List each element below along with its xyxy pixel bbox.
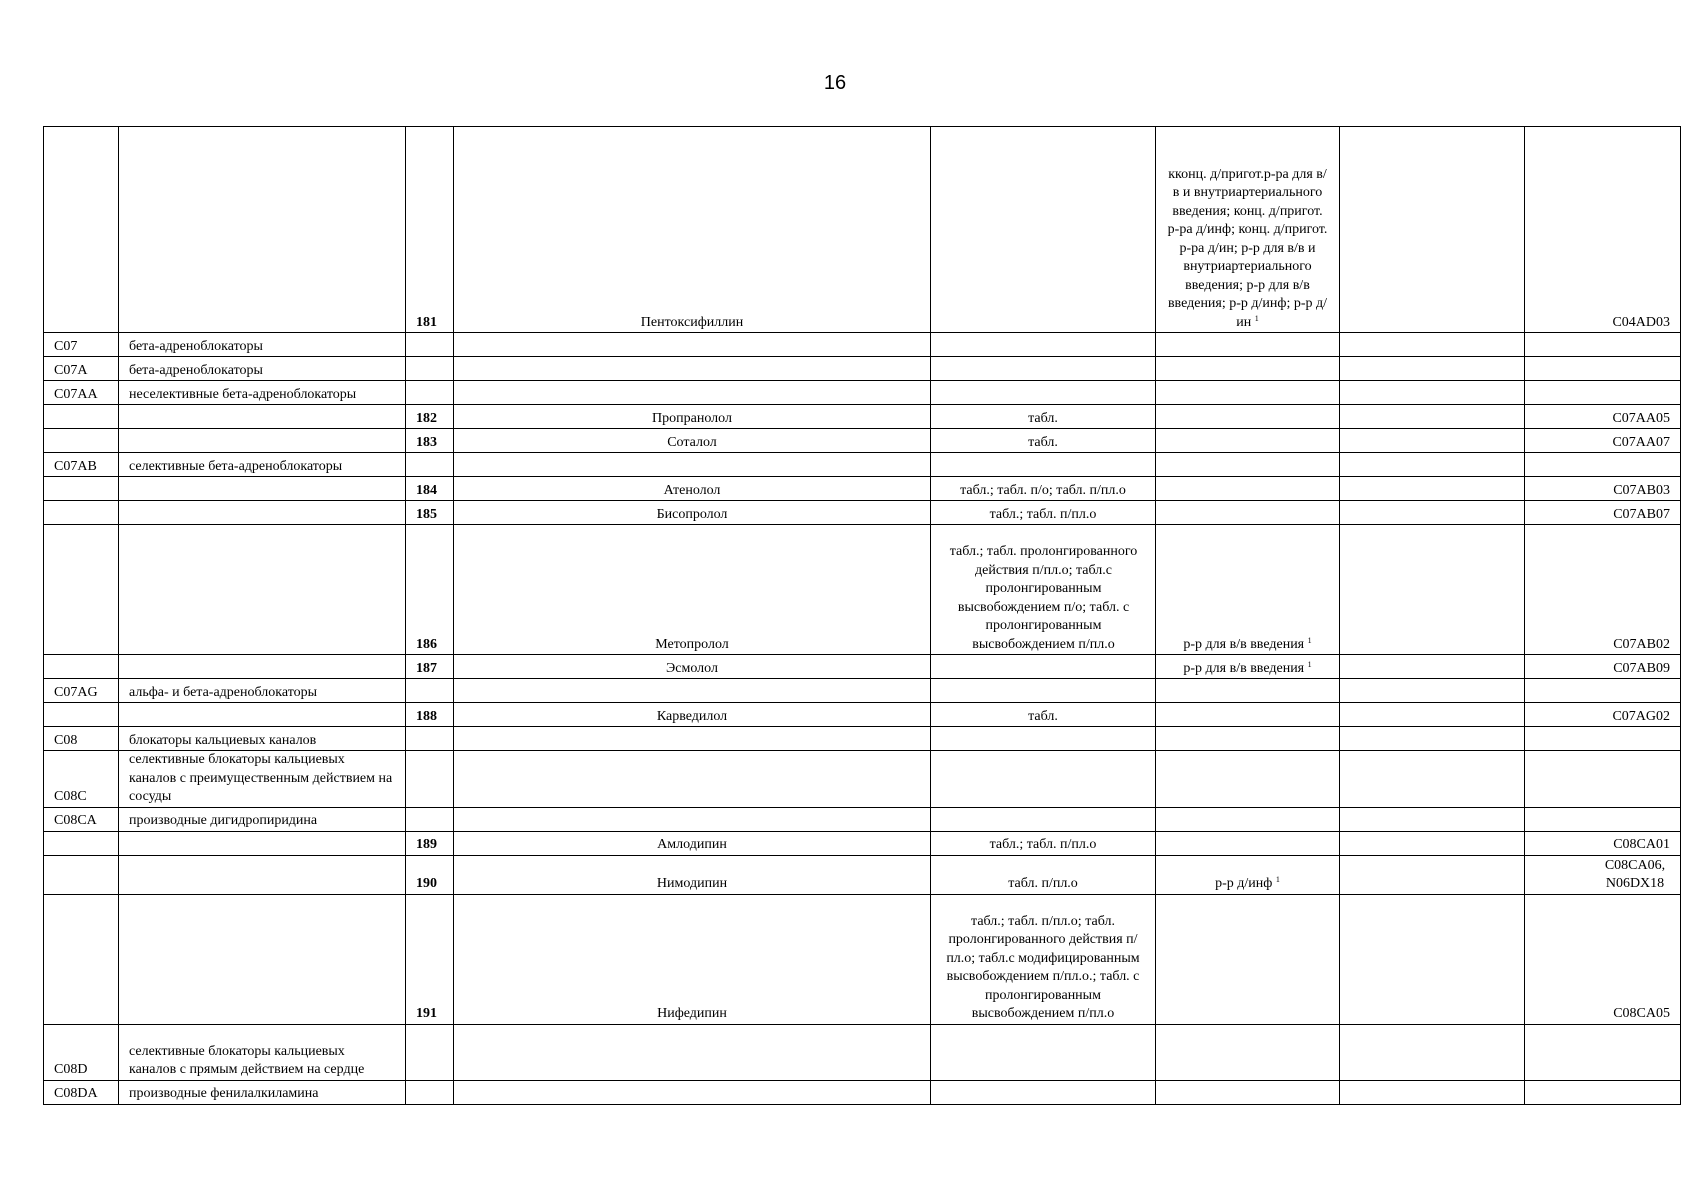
dosage-form <box>931 429 1156 453</box>
group-row <box>44 357 1681 381</box>
atc-group-name <box>119 525 406 655</box>
group-row <box>44 1024 1681 1080</box>
atc-group-name: бета-адреноблокаторы <box>119 357 406 381</box>
drug-name: Нифедипин <box>454 894 931 1024</box>
dosage-form-text: табл.; табл. п/пл.о <box>989 837 1097 852</box>
row-number: 188 <box>406 703 454 727</box>
atc-group-name: производные дигидропиридина <box>119 807 406 831</box>
atc-code-cell <box>1525 679 1681 703</box>
dosage-form-cell <box>931 679 1156 703</box>
atc-group-code <box>44 501 119 525</box>
row-number: 184 <box>406 477 454 501</box>
atc-code-text: C07AA07 <box>1612 434 1670 450</box>
row-number-cell <box>406 807 454 831</box>
group-row <box>44 679 1681 703</box>
dosage-form <box>931 703 1156 727</box>
drug-row <box>44 855 1681 894</box>
atc-group-code: C08C <box>44 751 119 808</box>
row-number-cell <box>406 1080 454 1104</box>
extra-cell <box>1340 679 1525 703</box>
injection-form-text <box>1166 660 1329 679</box>
atc-group-name <box>119 477 406 501</box>
extra-cell <box>1340 831 1525 855</box>
extra-cell <box>1340 1024 1525 1080</box>
dosage-form-cell <box>931 1024 1156 1080</box>
dosage-form-text: табл.; табл. пролонгированного действия п/пл.о; табл.с пролонгированным высвобождением п/о; табл. с пролонгированным высвобождением п/пл.о <box>949 544 1138 652</box>
drug-name-cell <box>454 807 931 831</box>
dosage-form <box>931 127 1156 333</box>
group-row <box>44 751 1681 808</box>
injection-form <box>1156 855 1340 894</box>
row-number-cell <box>406 453 454 477</box>
drug-row <box>44 525 1681 655</box>
extra-cell <box>1340 525 1525 655</box>
atc-group-code: C07AB <box>44 453 119 477</box>
drug-row <box>44 429 1681 453</box>
atc-code <box>1525 405 1681 429</box>
atc-code <box>1525 855 1681 894</box>
dosage-form-cell <box>931 357 1156 381</box>
atc-group-name: производные фенилалкиламина <box>119 1080 406 1104</box>
row-number: 191 <box>406 894 454 1024</box>
dosage-form <box>931 655 1156 679</box>
drug-row <box>44 405 1681 429</box>
dosage-form-text: табл.; табл. п/пл.о; табл. пролонгированного действия п/пл.о; табл.с модифицированным высвобождением п/пл.о.; табл. с пролонгированным высвобождением п/пл.о <box>946 913 1140 1021</box>
drug-table <box>43 126 1681 1105</box>
injection-form-text <box>1168 166 1328 333</box>
dosage-form <box>931 405 1156 429</box>
injection-form-cell <box>1156 357 1340 381</box>
atc-code-text: C04AD03 <box>1612 314 1670 330</box>
atc-code-text: C08CA06, N06DX18 <box>1604 857 1666 891</box>
injection-form-cell <box>1156 807 1340 831</box>
extra-cell <box>1340 807 1525 831</box>
atc-group-name <box>119 501 406 525</box>
row-number-cell <box>406 381 454 405</box>
atc-group-name: альфа- и бета-адреноблокаторы <box>119 679 406 703</box>
drug-name: Пропранолол <box>454 405 931 429</box>
extra-cell <box>1340 381 1525 405</box>
injection-form <box>1156 525 1340 655</box>
drug-name-cell <box>454 751 931 808</box>
drug-row <box>44 477 1681 501</box>
atc-group-code: C07 <box>44 333 119 357</box>
row-number-cell <box>406 751 454 808</box>
atc-group-name <box>119 655 406 679</box>
injection-form <box>1156 894 1340 1024</box>
atc-group-code <box>44 703 119 727</box>
injection-form <box>1156 703 1340 727</box>
row-number: 190 <box>406 855 454 894</box>
extra-cell <box>1340 501 1525 525</box>
drug-row <box>44 127 1681 333</box>
atc-group-code: C08DA <box>44 1080 119 1104</box>
injection-form-value: р-р д/инф <box>1215 876 1273 891</box>
extra-cell <box>1340 751 1525 808</box>
drug-row <box>44 655 1681 679</box>
group-row <box>44 333 1681 357</box>
atc-group-code <box>44 655 119 679</box>
atc-code-text: C07AA05 <box>1612 410 1670 426</box>
atc-group-code: C07AA <box>44 381 119 405</box>
atc-group-code: C08 <box>44 727 119 751</box>
extra-cell <box>1340 357 1525 381</box>
row-number-cell <box>406 357 454 381</box>
atc-code-cell <box>1525 1080 1681 1104</box>
atc-group-name <box>119 405 406 429</box>
group-row <box>44 1080 1681 1104</box>
row-number-cell <box>406 727 454 751</box>
dosage-form-cell <box>931 727 1156 751</box>
atc-code <box>1525 127 1681 333</box>
extra-cell <box>1340 1080 1525 1104</box>
atc-group-name <box>119 831 406 855</box>
drug-name: Атенолол <box>454 477 931 501</box>
dosage-form-text: табл.; табл. п/о; табл. п/пл.о <box>960 482 1126 498</box>
extra-cell <box>1340 894 1525 1024</box>
drug-name-cell <box>454 1080 931 1104</box>
atc-code <box>1525 501 1681 525</box>
drug-name: Эсмолол <box>454 655 931 679</box>
atc-group-code <box>44 831 119 855</box>
injection-form-value: кконц. д/пригот.р-ра для в/в и внутриартериального введения; конц. д/пригот. р-ра д/инф; конц. д/пригот. р-ра д/ин; р-р для в/в и внутриартериального введения; р-р для в/в введения; р-р д/инф; р-р д/ин <box>1167 166 1328 330</box>
dosage-form-cell <box>931 807 1156 831</box>
injection-form <box>1156 831 1340 855</box>
row-number: 185 <box>406 501 454 525</box>
dosage-form-cell <box>931 1080 1156 1104</box>
injection-form <box>1156 477 1340 501</box>
atc-group-name: селективные блокаторы кальциевых каналов с прямым действием на сердце <box>119 1024 406 1080</box>
atc-code-text: C07AB09 <box>1613 660 1670 676</box>
injection-form-cell <box>1156 751 1340 808</box>
row-number: 186 <box>406 525 454 655</box>
atc-group-code: C07AG <box>44 679 119 703</box>
atc-group-name <box>119 703 406 727</box>
extra-cell <box>1340 477 1525 501</box>
atc-group-name: селективные бета-адреноблокаторы <box>119 453 406 477</box>
drug-name-cell <box>454 381 931 405</box>
dosage-form <box>931 525 1156 655</box>
atc-group-name <box>119 429 406 453</box>
injection-form-cell <box>1156 727 1340 751</box>
atc-code <box>1525 831 1681 855</box>
atc-group-code: C08CA <box>44 807 119 831</box>
row-number-cell <box>406 333 454 357</box>
drug-row <box>44 831 1681 855</box>
drug-row <box>44 501 1681 525</box>
atc-group-name <box>119 894 406 1024</box>
atc-group-code <box>44 894 119 1024</box>
extra-cell <box>1340 453 1525 477</box>
drug-name: Нимодипин <box>454 855 931 894</box>
extra-cell <box>1340 333 1525 357</box>
drug-name-cell <box>454 357 931 381</box>
page-number: 16 <box>823 72 847 94</box>
atc-code <box>1525 525 1681 655</box>
drug-row <box>44 894 1681 1024</box>
atc-group-code <box>44 477 119 501</box>
atc-group-name: селективные блокаторы кальциевых каналов с преимущественным действием на сосуды <box>119 751 406 808</box>
extra-cell <box>1340 855 1525 894</box>
drug-row <box>44 703 1681 727</box>
drug-name: Амлодипин <box>454 831 931 855</box>
footnote-marker: 1 <box>1307 659 1312 669</box>
atc-code-cell <box>1525 727 1681 751</box>
atc-code-cell <box>1525 807 1681 831</box>
row-number: 183 <box>406 429 454 453</box>
group-row <box>44 381 1681 405</box>
dosage-form-text: табл. <box>1028 410 1058 426</box>
drug-name: Карведилол <box>454 703 931 727</box>
drug-name-cell <box>454 1024 931 1080</box>
row-number: 182 <box>406 405 454 429</box>
atc-code-cell <box>1525 381 1681 405</box>
extra-cell <box>1340 727 1525 751</box>
atc-group-name <box>119 855 406 894</box>
injection-form-cell <box>1156 333 1340 357</box>
injection-form-cell <box>1156 453 1340 477</box>
drug-name: Метопролол <box>454 525 931 655</box>
footnote-marker: 1 <box>1307 635 1312 645</box>
atc-code <box>1525 477 1681 501</box>
injection-form-cell <box>1156 679 1340 703</box>
footnote-marker: 1 <box>1254 313 1259 323</box>
injection-form <box>1156 501 1340 525</box>
row-number: 181 <box>406 127 454 333</box>
atc-group-name <box>119 127 406 333</box>
atc-code-text: C07AB03 <box>1613 482 1670 498</box>
dosage-form <box>931 501 1156 525</box>
drug-name-cell <box>454 727 931 751</box>
extra-cell <box>1340 655 1525 679</box>
drug-name: Бисопролол <box>454 501 931 525</box>
extra-cell <box>1340 429 1525 453</box>
dosage-form-cell <box>931 751 1156 808</box>
atc-code-text: C08CA01 <box>1613 837 1670 852</box>
injection-form-cell <box>1156 1024 1340 1080</box>
atc-code-text: C07AG02 <box>1612 708 1670 724</box>
atc-code-text: C08CA05 <box>1613 1006 1670 1021</box>
row-number-cell <box>406 1024 454 1080</box>
dosage-form-cell <box>931 453 1156 477</box>
drug-name-cell <box>454 453 931 477</box>
dosage-form <box>931 855 1156 894</box>
atc-code-text: C07AB07 <box>1613 506 1670 522</box>
atc-code-cell <box>1525 357 1681 381</box>
injection-form <box>1156 655 1340 679</box>
atc-code-cell <box>1525 1024 1681 1080</box>
dosage-form-cell <box>931 333 1156 357</box>
dosage-form <box>931 831 1156 855</box>
atc-code <box>1525 703 1681 727</box>
row-number: 187 <box>406 655 454 679</box>
dosage-form <box>931 894 1156 1024</box>
dosage-form-text: табл.; табл. п/пл.о <box>989 506 1097 522</box>
atc-code-cell <box>1525 453 1681 477</box>
injection-form-text <box>1166 875 1329 894</box>
atc-group-code <box>44 429 119 453</box>
atc-group-code <box>44 127 119 333</box>
atc-group-name: неселективные бета-адреноблокаторы <box>119 381 406 405</box>
injection-form-value: р-р для в/в введения <box>1183 636 1305 652</box>
footnote-marker: 1 <box>1275 875 1280 884</box>
atc-group-code <box>44 855 119 894</box>
injection-form-cell <box>1156 1080 1340 1104</box>
extra-cell <box>1340 127 1525 333</box>
injection-form <box>1156 429 1340 453</box>
atc-code-text: C07AB02 <box>1613 636 1670 652</box>
row-number-cell <box>406 679 454 703</box>
dosage-form-text: табл. <box>1028 708 1058 724</box>
row-number: 189 <box>406 831 454 855</box>
injection-form-value: р-р для в/в введения <box>1183 660 1305 676</box>
injection-form-cell <box>1156 381 1340 405</box>
atc-group-name: бета-адреноблокаторы <box>119 333 406 357</box>
injection-form <box>1156 405 1340 429</box>
atc-code <box>1525 655 1681 679</box>
group-row <box>44 807 1681 831</box>
drug-name: Соталол <box>454 429 931 453</box>
injection-form <box>1156 127 1340 333</box>
atc-group-code <box>44 525 119 655</box>
drug-name-cell <box>454 333 931 357</box>
drug-name-cell <box>454 679 931 703</box>
drug-name: Пентоксифиллин <box>454 127 931 333</box>
atc-code-cell <box>1525 751 1681 808</box>
group-row <box>44 727 1681 751</box>
atc-group-code <box>44 405 119 429</box>
dosage-form-cell <box>931 381 1156 405</box>
dosage-form-text: табл. п/пл.о <box>1008 876 1078 891</box>
atc-code <box>1525 894 1681 1024</box>
atc-group-code: C07A <box>44 357 119 381</box>
group-row <box>44 453 1681 477</box>
atc-group-code: C08D <box>44 1024 119 1080</box>
injection-form-text <box>1166 636 1329 655</box>
extra-cell <box>1340 405 1525 429</box>
dosage-form-text: табл. <box>1028 434 1058 450</box>
atc-code <box>1525 429 1681 453</box>
extra-cell <box>1340 703 1525 727</box>
atc-code-cell <box>1525 333 1681 357</box>
dosage-form <box>931 477 1156 501</box>
atc-group-name: блокаторы кальциевых каналов <box>119 727 406 751</box>
